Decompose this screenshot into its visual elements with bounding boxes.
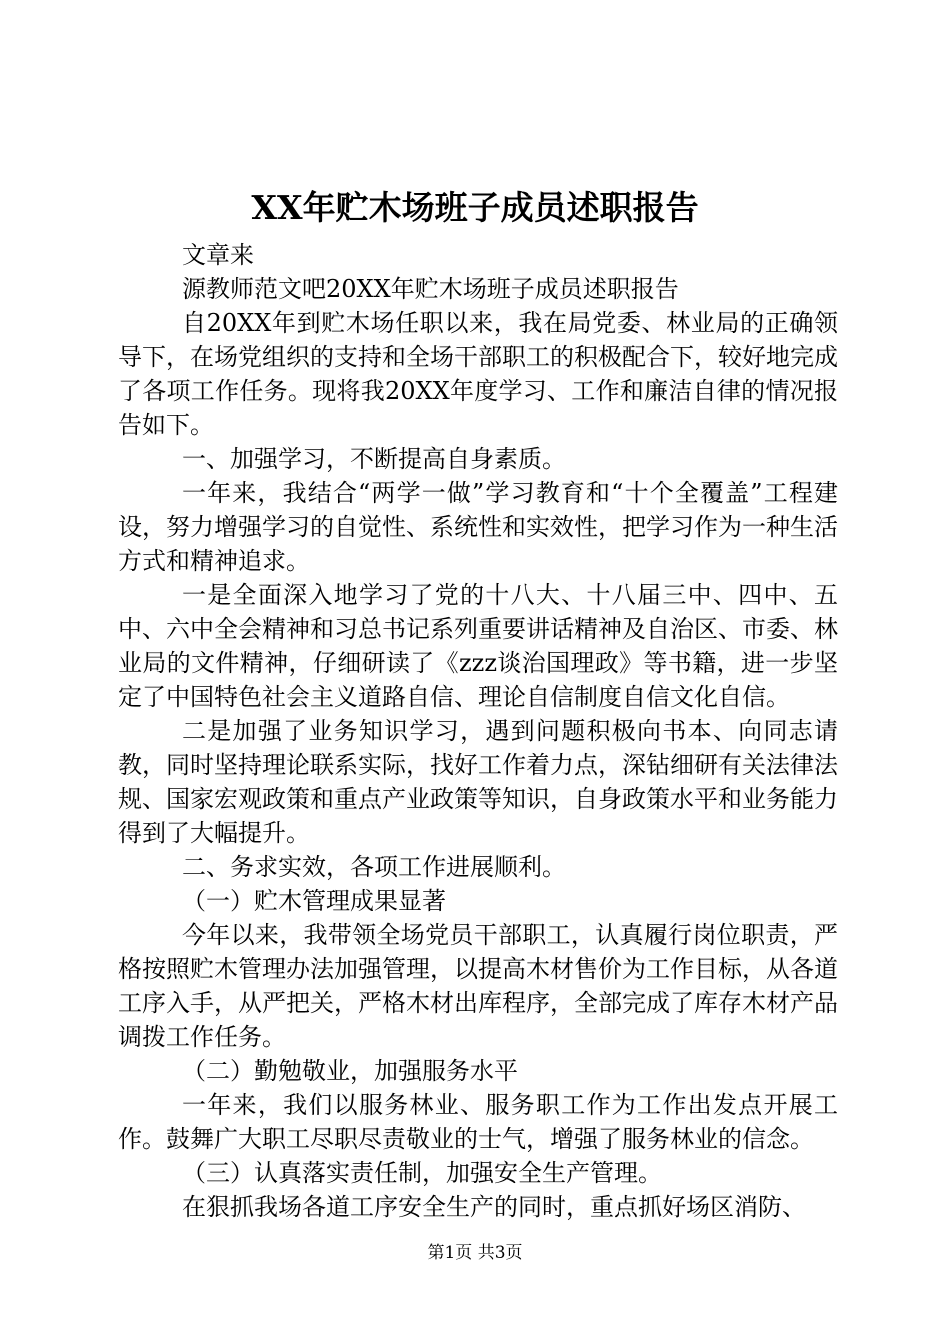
paragraph: 源教师范文吧20XX年贮木场班子成员述职报告 bbox=[182, 275, 679, 303]
document-title: XX年贮木场班子成员述职报告 bbox=[251, 188, 699, 227]
paragraph: 一年来，我结合“两学一做”学习教育和“十个全覆盖”工程建设，努力增强学习的自觉性、系统性和实效性，把学习作为一种生活方式和精神追求。 bbox=[118, 479, 838, 575]
paragraph: 二是加强了业务知识学习，遇到问题积极向书本、向同志请教，同时坚持理论联系实际，找好工作着力点，深钻细研有关法律法规、国家宏观政策和重点产业政策等知识，自身政策水平和业务能力得到了大幅提升。 bbox=[118, 717, 838, 847]
paragraph: 自20XX年到贮木场任职以来，我在局党委、林业局的正确领导下，在场党组织的支持和全场干部职工的积极配合下，较好地完成了各项工作任务。现将我20XX年度学习、工作和廉洁自律的情况报告如下。 bbox=[118, 309, 838, 439]
subsection-heading: （一）贮木管理成果显著 bbox=[182, 887, 446, 915]
section-heading: 一、加强学习，不断提高自身素质。 bbox=[182, 445, 566, 473]
paragraph: 一年来，我们以服务林业、服务职工作为工作出发点开展工作。鼓舞广大职工尽职尽责敬业的士气，增强了服务林业的信念。 bbox=[118, 1091, 838, 1153]
paragraph: 一是全面深入地学习了党的十八大、十八届三中、四中、五中、六中全会精神和习总书记系列重要讲话精神及自治区、市委、林业局的文件精神，仔细研读了《zzz谈治国理政》等书籍，进一步坚定了中国特色社会主义道路自信、理论自信制度自信文化自信。 bbox=[118, 581, 838, 711]
subsection-heading: （二）勤勉敬业，加强服务水平 bbox=[182, 1057, 518, 1085]
page-number-footer: 第1页 共3页 bbox=[427, 1243, 523, 1263]
paragraph: 在狠抓我场各道工序安全生产的同时，重点抓好场区消防、 bbox=[182, 1193, 806, 1221]
section-heading: 二、务求实效，各项工作进展顺利。 bbox=[182, 853, 566, 881]
paragraph: 文章来 bbox=[182, 241, 254, 269]
paragraph: 今年以来，我带领全场党员干部职工，认真履行岗位职责，严格按照贮木管理办法加强管理，以提高木材售价为工作目标，从各道工序入手，从严把关，严格木材出库程序，全部完成了库存木材产品调拨工作任务。 bbox=[118, 921, 838, 1051]
subsection-heading: （三）认真落实责任制，加强安全生产管理。 bbox=[182, 1159, 662, 1187]
document-body bbox=[118, 238, 838, 1224]
